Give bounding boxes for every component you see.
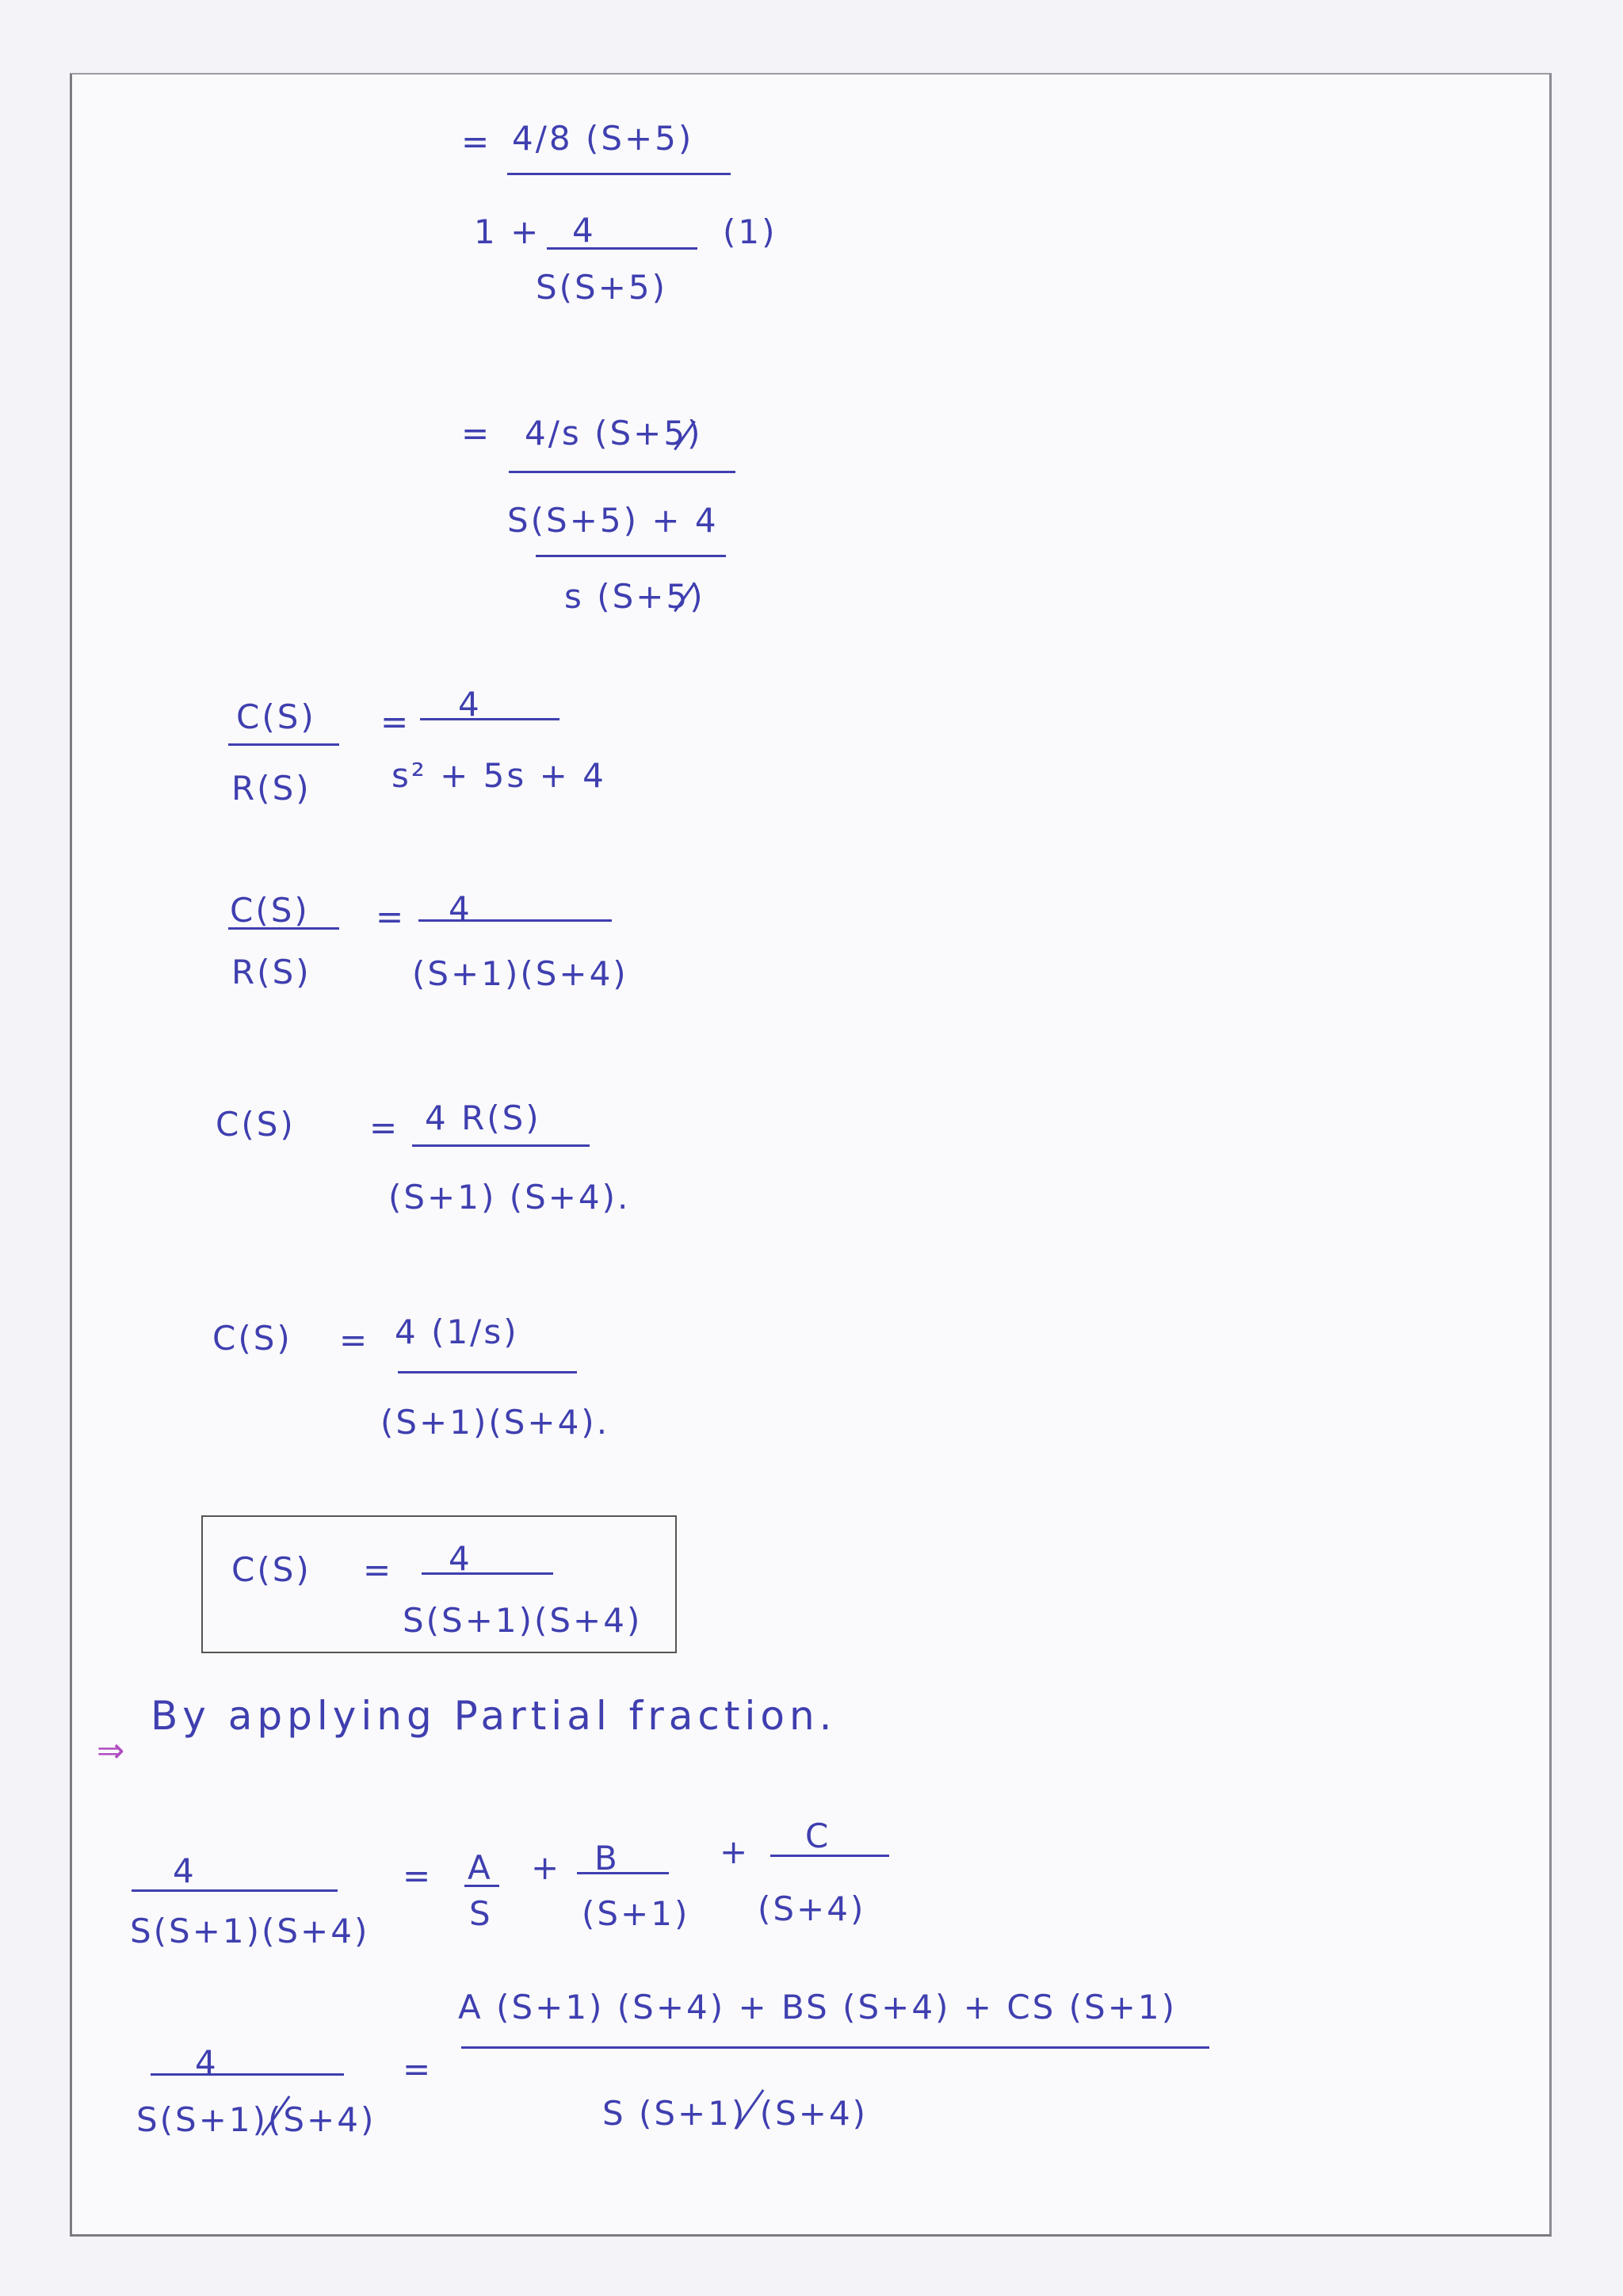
- pf1-a-denominator: S: [469, 1894, 493, 1933]
- cs2-numerator: 4 (1/s): [395, 1312, 519, 1351]
- step2-denominator-bottom: s (S+5): [564, 577, 705, 616]
- pf1-b-bar: [577, 1872, 669, 1874]
- partial-fraction-heading: By applying Partial fraction.: [151, 1693, 837, 1739]
- pf1-c-numerator: C: [805, 1817, 831, 1855]
- cs2-equals: =: [339, 1320, 370, 1359]
- tf2-lhs-numerator: C(S): [230, 891, 310, 930]
- step1-inner-numerator: 4: [572, 211, 596, 250]
- step2-numerator: 4/s (S+5): [525, 414, 703, 453]
- pf1-a-numerator: A: [468, 1848, 493, 1887]
- heading-arrow: ⇒: [97, 1731, 128, 1770]
- tf1-lhs-bar: [228, 743, 339, 746]
- step1-numerator: 4/8 (S+5): [512, 119, 694, 158]
- cs1-numerator: 4 R(S): [425, 1098, 541, 1137]
- tf1-lhs-numerator: C(S): [236, 697, 316, 736]
- pf1-a-bar: [464, 1885, 499, 1887]
- tf1-fraction-bar: [420, 718, 559, 720]
- step1-inner-bar: [547, 247, 697, 250]
- cs1-fraction-bar: [412, 1144, 590, 1147]
- tf2-fraction-bar: [418, 919, 612, 922]
- boxed-fraction-bar: [422, 1572, 553, 1575]
- step1-fraction-bar: [507, 173, 731, 175]
- boxed-lhs: C(S): [231, 1550, 311, 1589]
- pf2-lhs-denominator: S(S+1)(S+4): [136, 2100, 376, 2139]
- boxed-numerator: 4: [449, 1539, 472, 1578]
- step2-denominator-top: S(S+5) + 4: [507, 501, 719, 540]
- step1-inner-denominator: S(S+5): [536, 268, 668, 307]
- pf1-c-denominator: (S+4): [758, 1889, 866, 1928]
- pf1-lhs-denominator: S(S+1)(S+4): [130, 1912, 370, 1950]
- pf1-lhs-numerator: 4: [173, 1851, 197, 1890]
- tf2-denominator: (S+1)(S+4): [412, 954, 628, 993]
- boxed-denominator: S(S+1)(S+4): [403, 1601, 643, 1640]
- step1-denominator-prefix: 1 +: [474, 212, 541, 251]
- pf2-equals: =: [403, 2050, 433, 2088]
- step1-equals: =: [461, 122, 492, 161]
- tf1-denominator: s² + 5s + 4: [391, 756, 606, 795]
- pf2-lhs-numerator: 4: [195, 2043, 219, 2082]
- pf1-lhs-bar: [132, 1889, 338, 1892]
- step2-fraction-bar: [509, 471, 735, 473]
- pf2-rhs-numerator: A (S+1) (S+4) + BS (S+4) + CS (S+1): [458, 1988, 1178, 2027]
- pf1-c-bar: [770, 1855, 889, 1857]
- tf2-lhs-bar: [228, 927, 339, 930]
- pf1-equals: =: [403, 1856, 433, 1895]
- pf2-rhs-bar: [461, 2046, 1209, 2049]
- step2-inner-bar: [536, 555, 726, 557]
- cs1-denominator: (S+1) (S+4).: [388, 1178, 631, 1217]
- cs1-lhs: C(S): [216, 1105, 296, 1144]
- tf2-equals: =: [376, 897, 407, 936]
- pf2-rhs-denominator: S (S+1) (S+4): [602, 2094, 869, 2133]
- cs2-lhs: C(S): [212, 1319, 292, 1358]
- tf2-numerator: 4: [449, 889, 472, 928]
- tf1-equals: =: [380, 702, 411, 741]
- boxed-equals: =: [363, 1550, 394, 1589]
- pf1-b-denominator: (S+1): [582, 1894, 690, 1933]
- pf2-lhs-bar: [151, 2073, 344, 2076]
- pf1-b-numerator: B: [594, 1839, 620, 1878]
- tf1-numerator: 4: [458, 685, 482, 724]
- cs2-fraction-bar: [398, 1371, 577, 1373]
- step2-equals: =: [461, 414, 492, 453]
- step1-inner-tail: (1): [723, 212, 777, 251]
- pf1-plus2: +: [720, 1832, 750, 1871]
- tf1-lhs-denominator: R(S): [231, 769, 311, 808]
- cs1-equals: =: [369, 1108, 400, 1147]
- cs2-denominator: (S+1)(S+4).: [380, 1403, 610, 1442]
- pf1-plus1: +: [531, 1848, 562, 1887]
- tf2-lhs-denominator: R(S): [231, 953, 311, 991]
